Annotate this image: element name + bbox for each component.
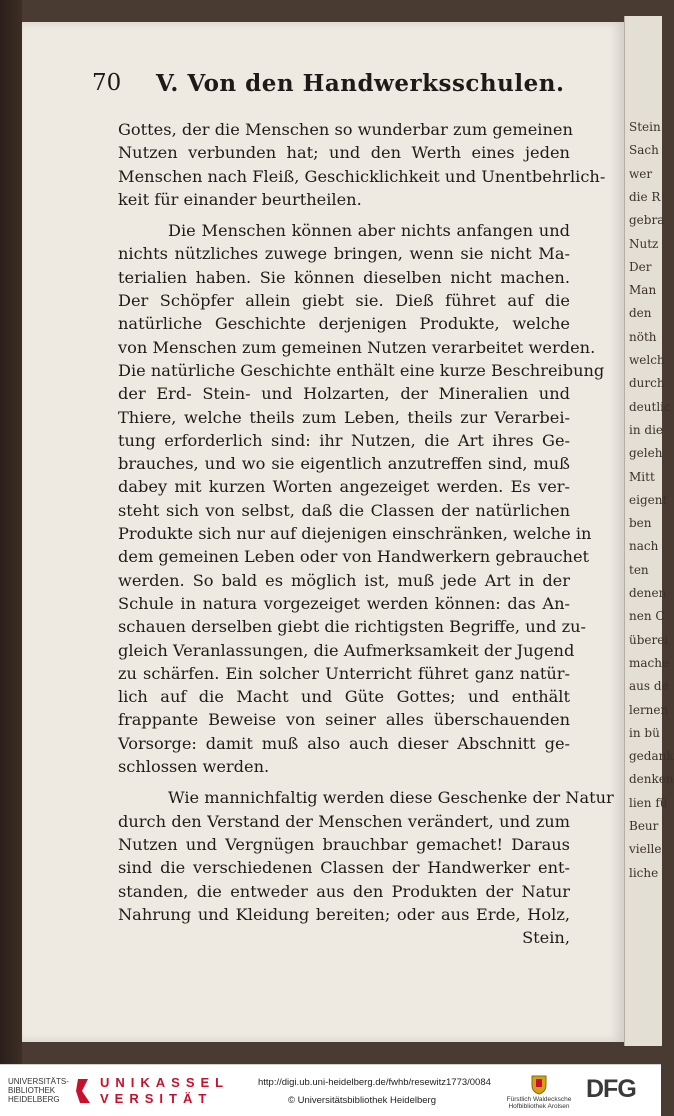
heidelberg-library-logo[interactable]: UNIVERSITÄTS- BIBLIOTHEK HEIDELBERG: [8, 1077, 69, 1104]
adjacent-page-fragment: nöth: [629, 329, 657, 344]
adjacent-page-fragment: Beur: [629, 819, 659, 833]
page-header: [92, 70, 565, 104]
text-line: Schule in natura vorgezeiget werden können: das An-: [118, 593, 570, 613]
adjacent-page-fragment: aus de: [629, 679, 669, 694]
text-line: Wie mannichfaltig werden diese Geschenke der Natur: [168, 788, 614, 808]
adjacent-page-fragment: liche: [629, 865, 659, 880]
adjacent-page-fragment: Stein: [629, 120, 661, 134]
adjacent-page-fragment: Mitt: [629, 469, 655, 484]
text-line: dabey mit kurzen Worten angezeiget werden. Es ver-: [118, 477, 570, 497]
text-line: tung erforderlich sind: ihr Nutzen, die Art ihres Ge-: [118, 430, 570, 450]
text-line: von Menschen zum gemeinen Nutzen verarbeitet werden.: [118, 337, 596, 357]
copyright-notice: © Universitätsbibliothek Heidelberg: [288, 1095, 436, 1106]
adjacent-page-fragment: Man: [629, 283, 657, 298]
adjacent-page-fragment: überei: [629, 632, 669, 647]
adjacent-page-fragment: denken: [629, 772, 674, 787]
adjacent-page-fragment: Der: [629, 259, 652, 274]
arolsen-library-logo[interactable]: Fürstlich Waldecksche Hofbibliothek Arolsen: [506, 1096, 572, 1110]
adjacent-page-fragment: geleh: [629, 446, 663, 461]
crest-icon: [530, 1073, 548, 1095]
paragraph-gap: [118, 778, 570, 786]
adjacent-page-fragment: in bü: [629, 725, 660, 740]
text-line: dem gemeinen Leben oder von Handwerkern gebrauchet: [118, 547, 590, 567]
text-line: frappante Beweise von seiner alles überschauenden: [118, 710, 570, 730]
catchword: Stein,: [522, 928, 570, 948]
text-line: nichts nützliches zuwege bringen, wenn sie nicht Ma-: [118, 244, 570, 264]
adjacent-page-fragment: Sach: [629, 143, 659, 158]
adjacent-page-fragment: den: [629, 306, 652, 321]
text-line: Nutzen verbunden hat; und den Werth eines jeden: [118, 143, 570, 163]
adjacent-page-edge: [624, 16, 674, 1046]
adjacent-page-fragment: lernen: [629, 702, 669, 717]
text-line: durch den Verstand der Menschen verändert, und zum: [118, 811, 570, 831]
chapter-title: V. Von den Handwerksschulen.: [156, 70, 565, 97]
adjacent-page-fragment: mache: [629, 655, 670, 670]
adjacent-page-fragment: in die: [629, 422, 664, 437]
adjacent-page-fragment: die R: [629, 189, 661, 204]
adjacent-page-fragment: durch: [629, 376, 665, 391]
adjacent-page-fragment: denen: [629, 586, 667, 600]
viewer-footer: [0, 1064, 661, 1116]
adjacent-page-fragment: gedank: [629, 749, 674, 764]
text-line: schlossen werden.: [118, 757, 270, 777]
text-line: natürliche Geschichte derjenigen Produkte, welche: [118, 314, 570, 334]
page-number: 70: [92, 70, 122, 96]
text-line: Nahrung und Kleidung bereiten; oder aus Erde, Holz,: [118, 904, 570, 924]
text-line: steht sich von selbst, daß die Classen der natürlichen: [118, 500, 570, 520]
adjacent-page-fragment: ben: [629, 516, 652, 531]
text-line: Nutzen und Vergnügen brauchbar gemachet! Daraus: [118, 834, 570, 854]
text-line: sind die verschiedenen Classen der Handwerker ent-: [118, 858, 570, 878]
text-line: gleich Veranlassungen, die Aufmerksamkeit der Jugend: [118, 640, 575, 660]
adjacent-page-fragment: nen C: [629, 609, 665, 624]
kassel-logo-icon: [74, 1077, 96, 1105]
text-line: Die Menschen können aber nichts anfangen und: [168, 221, 570, 241]
text-line: Die natürliche Geschichte enthält eine kurze Beschreibung: [118, 360, 605, 380]
book-edge-left: [0, 0, 22, 1064]
text-line: Thiere, welche theils zum Leben, theils zur Verarbei-: [118, 407, 570, 427]
adjacent-page-fragment: gebra: [629, 213, 665, 228]
paragraph-gap: [118, 211, 570, 219]
text-line: keit für einander beurtheilen.: [118, 189, 362, 209]
text-line: schauen derselben giebt die richtigsten Begriffe, und zu-: [118, 617, 586, 637]
adjacent-page-fragment: nach: [629, 539, 659, 554]
text-line: Der Schöpfer allein giebt sie. Dieß führet auf die: [118, 291, 570, 311]
text-line: standen, die entweder aus den Produkten der Natur: [118, 881, 570, 901]
text-line: zu schärfen. Ein solcher Unterricht führet ganz natür-: [118, 663, 570, 683]
text-line: Vorsorge: damit muß also auch dieser Abschnitt ge-: [118, 733, 570, 753]
text-line: der Erd- Stein- und Holzarten, der Mineralien und: [118, 384, 570, 404]
adjacent-page-fragment: ten: [629, 562, 649, 577]
permalink-url[interactable]: http://digi.ub.uni-heidelberg.de/fwhb/resewitz1773/0084: [258, 1077, 491, 1088]
text-line: Gottes, der die Menschen so wunderbar zum gemeinen: [118, 120, 573, 139]
adjacent-page-fragment: Nutz: [629, 236, 659, 251]
text-line: terialien haben. Sie können dieselben nicht machen.: [118, 267, 570, 287]
adjacent-page-fragment: vielle: [629, 842, 662, 857]
adjacent-page-fragment: welch: [629, 353, 665, 367]
body-text: [118, 118, 614, 949]
text-line: Menschen nach Fleiß, Geschicklichkeit und Unentbehrlich-: [118, 166, 606, 186]
adjacent-page-fragment: wer: [629, 166, 653, 181]
text-line: brauches, und wo sie eigentlich anzutreffen sind, muß: [118, 454, 570, 474]
adjacent-page-fragment: lien fü: [629, 795, 668, 810]
adjacent-page-fragment: eigent: [629, 492, 668, 507]
adjacent-page-fragment: deutlic: [629, 399, 671, 414]
text-line: werden. So bald es möglich ist, muß jede Art in der: [118, 570, 570, 590]
dfg-logo[interactable]: DFG: [586, 1075, 636, 1103]
text-line: Produkte sich nur auf diejenigen einschränken, welche in: [118, 524, 592, 544]
text-line: lich auf die Macht und Güte Gottes; und enthält: [118, 687, 570, 707]
kassel-university-logo[interactable]: UNIKASSEL VERSITÄT: [100, 1075, 230, 1106]
